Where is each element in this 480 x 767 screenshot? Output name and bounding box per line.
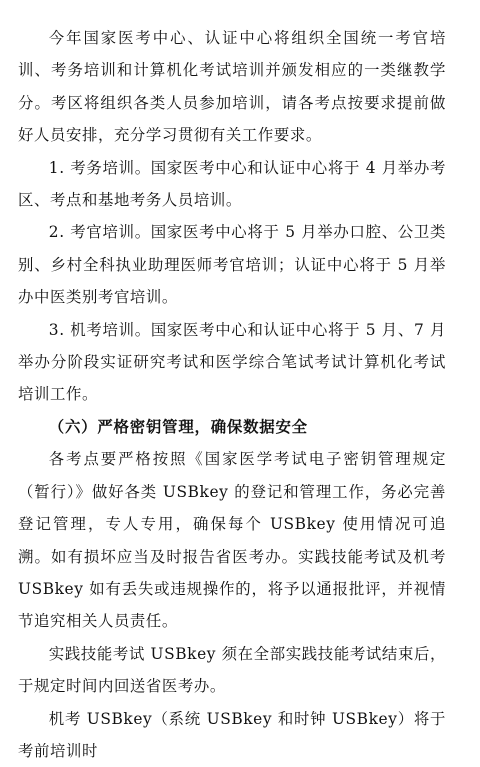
- computer-exam-training-item: 3. 机考培训。国家医考中心和认证中心将于 5 月、7 月举办分阶段实证研究考试和医学综合笔试考试计算机化考试培训工作。: [18, 320, 446, 404]
- intro-paragraph: 今年国家医考中心、认证中心将组织全国统一考官培训、考务培训和计算机化考试培训并颁发相应的一类继教学分。考区将组织各类人员参加培训，请各考点按要求提前做好人员安排，充分学习贯彻有关工作要求。: [18, 29, 446, 145]
- usbkey-management-paragraph: 各考点要严格按照《国家医学考试电子密钥管理规定（暂行）》做好各类 USBkey 的登记和管理工作，务必完善登记管理，专人专用，确保每个 USBkey 使用情况可追溯。如有损坏应当及时报告省医考办。实践技能考试及机考 USBkey 如有丢失或违规操作的，将予以通报批评，并视情节追究相关人员责任。: [18, 450, 446, 631]
- section-heading: （六）严格密钥管理，确保数据安全: [48, 417, 308, 436]
- computer-usbkey-paragraph: 机考 USBkey（系统 USBkey 和时钟 USBkey）将于考前培训时: [18, 709, 446, 760]
- practical-usbkey-paragraph: 实践技能考试 USBkey 须在全部实践技能考试结束后，于规定时间内回送省医考办。: [18, 644, 446, 696]
- examiner-training-item: 2. 考官培训。国家医考中心将于 5 月举办口腔、公卫类别、乡村全科执业助理医师考官培训；认证中心将于 5 月举办中医类别考官培训。: [18, 223, 446, 307]
- exam-affairs-training-item: 1. 考务培训。国家医考中心和认证中心将于 4 月举办考区、考点和基地考务人员培训。: [18, 158, 446, 210]
